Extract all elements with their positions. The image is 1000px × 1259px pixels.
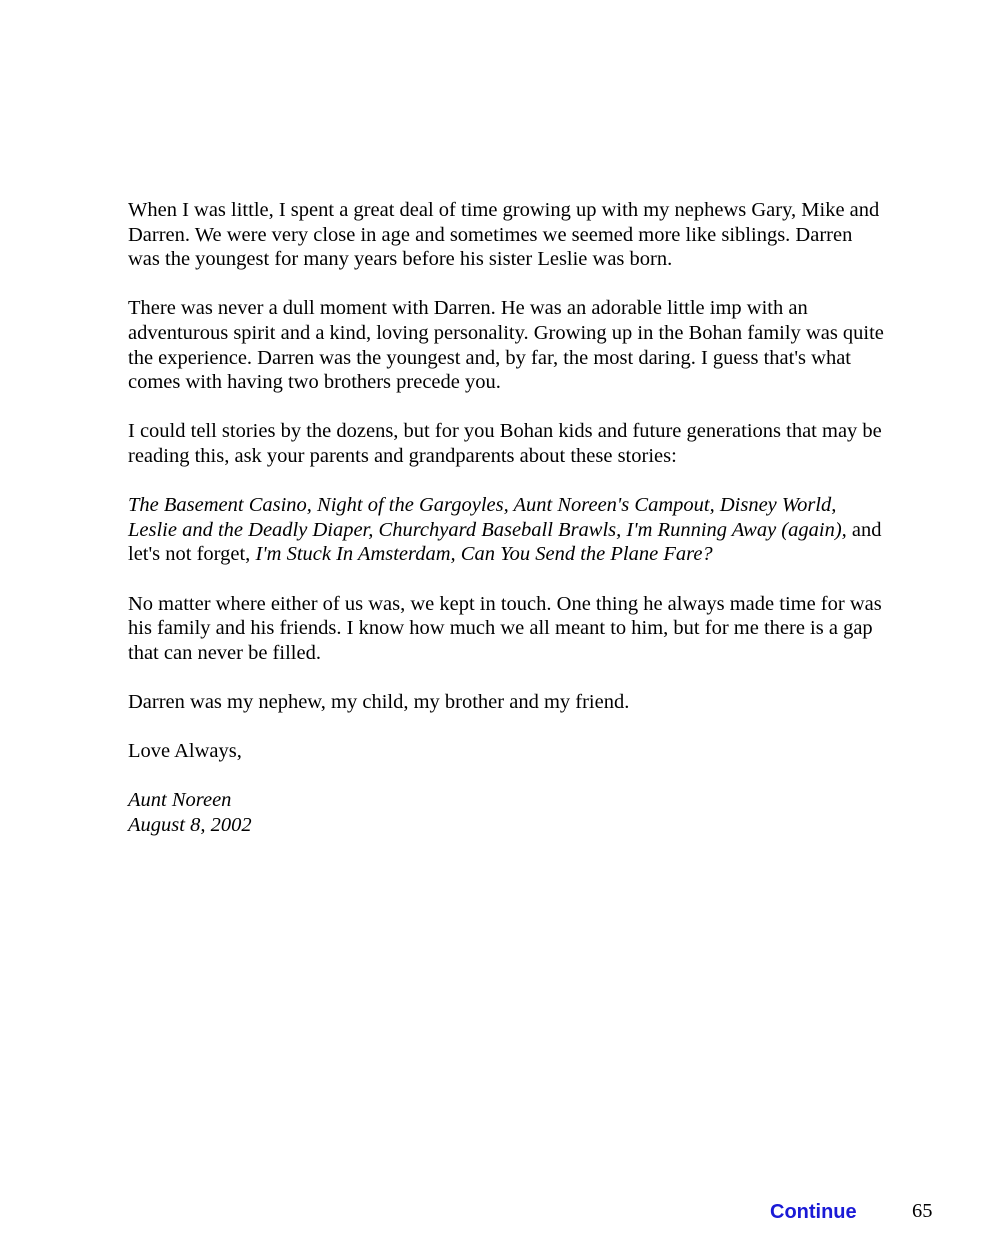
paragraph-2-line-2: adventurous spirit and a kind, loving personality. Growing up in the Bohan family was quite <box>128 321 884 344</box>
paragraph-3 <box>128 419 948 468</box>
paragraph-6: Darren was my nephew, my child, my brother and my friend. <box>128 690 630 713</box>
story-titles-paragraph <box>128 493 948 567</box>
closing: Love Always, <box>128 740 242 763</box>
paragraph-2-line-1: There was never a dull moment with Darren. He was an adorable little imp with an <box>128 297 808 320</box>
letter-body <box>128 198 948 837</box>
story-titles-line-2: Leslie and the Deadly Diaper, Churchyard Baseball Brawls, I'm Running Away (again), <box>128 518 847 541</box>
paragraph-5-line-1: No matter where either of us was, we kept in touch. One thing he always made time for was <box>128 592 882 615</box>
paragraph-3-line-1: I could tell stories by the dozens, but for you Bohan kids and future generations that may be <box>128 420 882 443</box>
story-titles-line-3-title: I'm Stuck In Amsterdam, Can You Send the Plane Fare? <box>255 543 713 566</box>
paragraph-1-line-2: Darren. We were very close in age and sometimes we seemed more like siblings. Darren <box>128 223 853 246</box>
paragraph-2-line-4: comes with having two brothers precede you. <box>128 371 501 394</box>
story-titles-line-3-lead: let's not forget, <box>128 543 256 566</box>
continue-link[interactable]: Continue <box>770 1201 857 1223</box>
story-titles-line-2-tail: and <box>846 518 882 541</box>
paragraph-1 <box>128 198 948 272</box>
paragraph-2-line-3: the experience. Darren was the youngest and, by far, the most daring. I guess that's what <box>128 346 851 369</box>
story-titles-line-1: The Basement Casino, Night of the Gargoyles, Aunt Noreen's Campout, Disney World, <box>128 494 837 517</box>
paragraph-5-line-3: that can never be filled. <box>128 641 321 664</box>
paragraph-1-line-3: was the youngest for many years before his sister Leslie was born. <box>128 248 673 271</box>
page-number: 65 <box>912 1200 933 1222</box>
letter-date: August 8, 2002 <box>128 813 252 836</box>
signature: Aunt Noreen <box>128 789 232 812</box>
paragraph-2 <box>128 296 948 394</box>
paragraph-3-line-2: reading this, ask your parents and grandparents about these stories: <box>128 444 677 467</box>
paragraph-1-line-1: When I was little, I spent a great deal of time growing up with my nephews Gary, Mike and <box>128 199 880 221</box>
signature-block <box>128 788 948 837</box>
paragraph-5 <box>128 592 948 666</box>
paragraph-5-line-2: his family and his friends. I know how much we all meant to him, but for me there is a gap <box>128 617 873 640</box>
